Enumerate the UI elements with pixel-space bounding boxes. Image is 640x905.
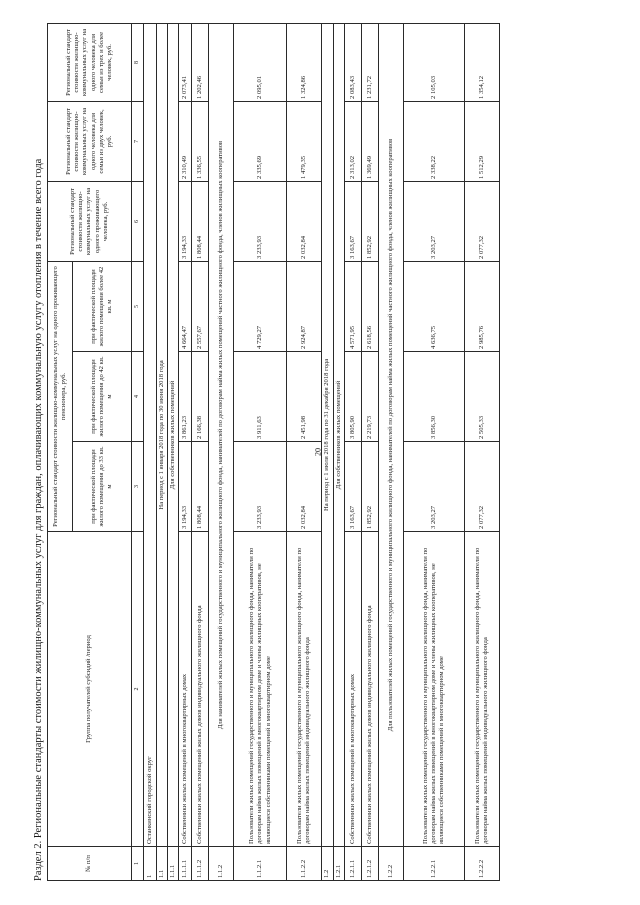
value-one-person: 3 203,27 bbox=[403, 181, 464, 261]
value-three-plus: 1 202,46 bbox=[192, 23, 209, 101]
value-area-33: 3 233,93 bbox=[234, 442, 287, 532]
table-row bbox=[378, 23, 403, 880]
row-category-label: Для собственников жилых помещений bbox=[168, 23, 179, 846]
row-number: 1.2.1.2 bbox=[361, 847, 378, 881]
value-area-over-42: 4 729,27 bbox=[234, 261, 287, 351]
value-three-plus: 2 105,03 bbox=[403, 23, 464, 101]
header-num: № п/п bbox=[48, 847, 132, 881]
row-category-label: Для нанимателей жилых помещений государственного и муниципального жилищного фонда, нанимателей по договорам найма жилых помещений частного жилищного фонда, членов жилищных кооперативов bbox=[209, 23, 234, 846]
row-number: 1.2.1 bbox=[333, 847, 344, 881]
index-cell: 8 bbox=[132, 23, 144, 101]
row-group-label: Пользователи жилых помещений государственного и муниципального жилищного фонда, наниматели по договорам найма жилых помещений в многоквартирном доме и члены жилищных кооперативов, не являющиеся собственниками помещений в многоквартирном доме bbox=[234, 532, 287, 847]
row-number: 1.2.2.1 bbox=[403, 847, 464, 881]
table-row bbox=[234, 23, 287, 880]
row-group-label: Собственники жилых помещений в многоквартирных домах bbox=[344, 532, 361, 847]
value-two-person: 2 335,69 bbox=[234, 101, 287, 181]
page-number: 20 bbox=[313, 448, 323, 456]
header-area-33: при фактической площади жилого помещения до 33 кв. м bbox=[73, 442, 132, 532]
value-one-person: 2 032,84 bbox=[287, 181, 322, 261]
value-area-over-42: 4 571,95 bbox=[344, 261, 361, 351]
row-number: 1.2 bbox=[322, 847, 333, 881]
header-one-person: Региональный стандарт стоимости жилищно-коммунальных услуг на одного проживающего человека, руб. bbox=[48, 181, 132, 261]
row-number: 1.1.2.2 bbox=[287, 847, 322, 881]
table-row bbox=[287, 23, 322, 880]
index-cell: 3 bbox=[132, 442, 144, 532]
row-number: 1.2.2 bbox=[378, 847, 403, 881]
standards-table bbox=[47, 23, 500, 881]
value-area-33: 1 852,92 bbox=[361, 442, 378, 532]
header-pensioner-standard: Региональный стандарт стоимости жилищно-коммунальных услуг на одного проживающего пенсионера, руб. bbox=[48, 261, 73, 531]
value-three-plus: 1 231,72 bbox=[361, 23, 378, 101]
value-two-person: 1 512,29 bbox=[464, 101, 499, 181]
value-area-over-42: 2 985,76 bbox=[464, 261, 499, 351]
value-area-over-42: 2 618,56 bbox=[361, 261, 378, 351]
row-period-label: На период с 1 июля 2018 года по 31 декабря 2018 года bbox=[322, 23, 333, 846]
header-three-plus: Региональный стандарт стоимости жилищно-коммунальных услуг на одного человека для семьи из трех и более человек, руб. bbox=[48, 23, 132, 101]
index-cell: 2 bbox=[132, 532, 144, 847]
value-three-plus: 2 073,41 bbox=[179, 23, 192, 101]
index-cell: 4 bbox=[132, 352, 144, 442]
value-two-person: 1 336,55 bbox=[192, 101, 209, 181]
value-area-33: 3 163,67 bbox=[344, 442, 361, 532]
row-period-label: На период с 1 января 2018 года по 30 июня 2018 года bbox=[157, 23, 168, 846]
table-row bbox=[361, 23, 378, 880]
value-two-person: 1 479,35 bbox=[287, 101, 322, 181]
value-three-plus: 1 354,12 bbox=[464, 23, 499, 101]
value-one-person: 1 808,44 bbox=[192, 181, 209, 261]
value-three-plus: 2 095,01 bbox=[234, 23, 287, 101]
header-index-row bbox=[132, 23, 144, 880]
value-area-33: 1 808,44 bbox=[192, 442, 209, 532]
value-area-42: 2 451,98 bbox=[287, 352, 322, 442]
index-cell: 1 bbox=[132, 847, 144, 881]
value-three-plus: 1 324,86 bbox=[287, 23, 322, 101]
table-row bbox=[344, 23, 361, 880]
row-number: 1.2.1.1 bbox=[344, 847, 361, 881]
row-group-label: Собственники жилых помещений жилых домов индивидуального жилищного фонда bbox=[361, 532, 378, 847]
table-row bbox=[192, 23, 209, 880]
row-number: 1.1.2 bbox=[209, 847, 234, 881]
value-area-33: 3 203,27 bbox=[403, 442, 464, 532]
header-row-1 bbox=[48, 23, 73, 880]
index-cell: 5 bbox=[132, 261, 144, 351]
row-number: 1.1.1 bbox=[168, 847, 179, 881]
table-row bbox=[464, 23, 499, 880]
value-area-42: 3 856,30 bbox=[403, 352, 464, 442]
value-one-person: 2 077,32 bbox=[464, 181, 499, 261]
value-area-42: 2 219,73 bbox=[361, 352, 378, 442]
row-category-label: Для собственников жилых помещений bbox=[333, 23, 344, 846]
row-group-label: Собственники жилых помещений жилых домов индивидуального жилищного фонда bbox=[192, 532, 209, 847]
value-area-42: 2 505,33 bbox=[464, 352, 499, 442]
value-area-42: 3 861,23 bbox=[179, 352, 192, 442]
value-area-42: 3 911,63 bbox=[234, 352, 287, 442]
value-one-person: 3 163,67 bbox=[344, 181, 361, 261]
section-title: Раздел 2. Региональные стандарты стоимости жилищно-коммунальных услуг для граждан, оплачивающих коммунальную услугу отопления в течение всего года bbox=[33, 158, 44, 881]
header-group: Группа получателей субсидий /период bbox=[48, 532, 132, 847]
table-row bbox=[403, 23, 464, 880]
value-two-person: 2 310,49 bbox=[179, 101, 192, 181]
value-two-person: 2 338,22 bbox=[403, 101, 464, 181]
table-row bbox=[168, 23, 179, 880]
row-number: 1.1.1.2 bbox=[192, 847, 209, 881]
row-number: 1.1.2.1 bbox=[234, 847, 287, 881]
row-group-label: Пользователи жилых помещений государственного и муниципального жилищного фонда, наниматели по договорам найма жилых помещений индивидуального жилищного фонда bbox=[287, 532, 322, 847]
table-row bbox=[322, 23, 333, 880]
value-two-person: 1 369,49 bbox=[361, 101, 378, 181]
row-group-label: Собственники жилых помещений в многоквартирных домах bbox=[179, 532, 192, 847]
value-one-person: 3 194,33 bbox=[179, 181, 192, 261]
value-area-33: 2 077,32 bbox=[464, 442, 499, 532]
row-number: 1 bbox=[144, 847, 157, 881]
row-section-label: Останкинский городской округ bbox=[144, 23, 157, 846]
header-area-42: при фактической площади жилого помещения до 42 кв. м bbox=[73, 352, 132, 442]
value-area-over-42: 4 664,47 bbox=[179, 261, 192, 351]
header-two-person: Региональный стандарт стоимости жилищно-коммунальных услуг на одного человека для семьи из двух человек, руб. bbox=[48, 101, 132, 181]
value-one-person: 3 233,93 bbox=[234, 181, 287, 261]
row-number: 1.1 bbox=[157, 847, 168, 881]
value-area-33: 3 194,33 bbox=[179, 442, 192, 532]
row-number: 1.2.2.2 bbox=[464, 847, 499, 881]
value-three-plus: 2 083,43 bbox=[344, 23, 361, 101]
row-number: 1.1.1.1 bbox=[179, 847, 192, 881]
table-row bbox=[179, 23, 192, 880]
standards-table-container bbox=[47, 24, 500, 881]
row-group-label: Пользователи жилых помещений государственного и муниципального жилищного фонда, наниматели по договорам найма жилых помещений в многоквартирном доме и члены жилищных кооперативов, не являющиеся собственниками помещений в многоквартирном доме bbox=[403, 532, 464, 847]
index-cell: 6 bbox=[132, 181, 144, 261]
table-row bbox=[157, 23, 168, 880]
value-area-over-42: 4 636,75 bbox=[403, 261, 464, 351]
table-row bbox=[333, 23, 344, 880]
value-area-over-42: 2 557,67 bbox=[192, 261, 209, 351]
value-one-person: 1 852,92 bbox=[361, 181, 378, 261]
value-area-42: 3 805,90 bbox=[344, 352, 361, 442]
value-area-over-42: 2 924,87 bbox=[287, 261, 322, 351]
header-area-over-42: при фактической площади жилого помещения более 42 кв. м bbox=[73, 261, 132, 351]
table-row bbox=[209, 23, 234, 880]
value-two-person: 2 313,02 bbox=[344, 101, 361, 181]
value-area-33: 2 032,84 bbox=[287, 442, 322, 532]
table-row bbox=[144, 23, 157, 880]
index-cell: 7 bbox=[132, 101, 144, 181]
row-category-label: Для пользователей жилых помещений государственного и муниципального жилищного фонда, нанимателей по договорам найма жилых помещений частного жилищного фонда, членов жилищных кооперативов bbox=[378, 23, 403, 846]
row-group-label: Пользователи жилых помещений государственного и муниципального жилищного фонда, наниматели по договорам найма жилых помещений индивидуального жилищного фонда bbox=[464, 532, 499, 847]
value-area-42: 2 166,38 bbox=[192, 352, 209, 442]
